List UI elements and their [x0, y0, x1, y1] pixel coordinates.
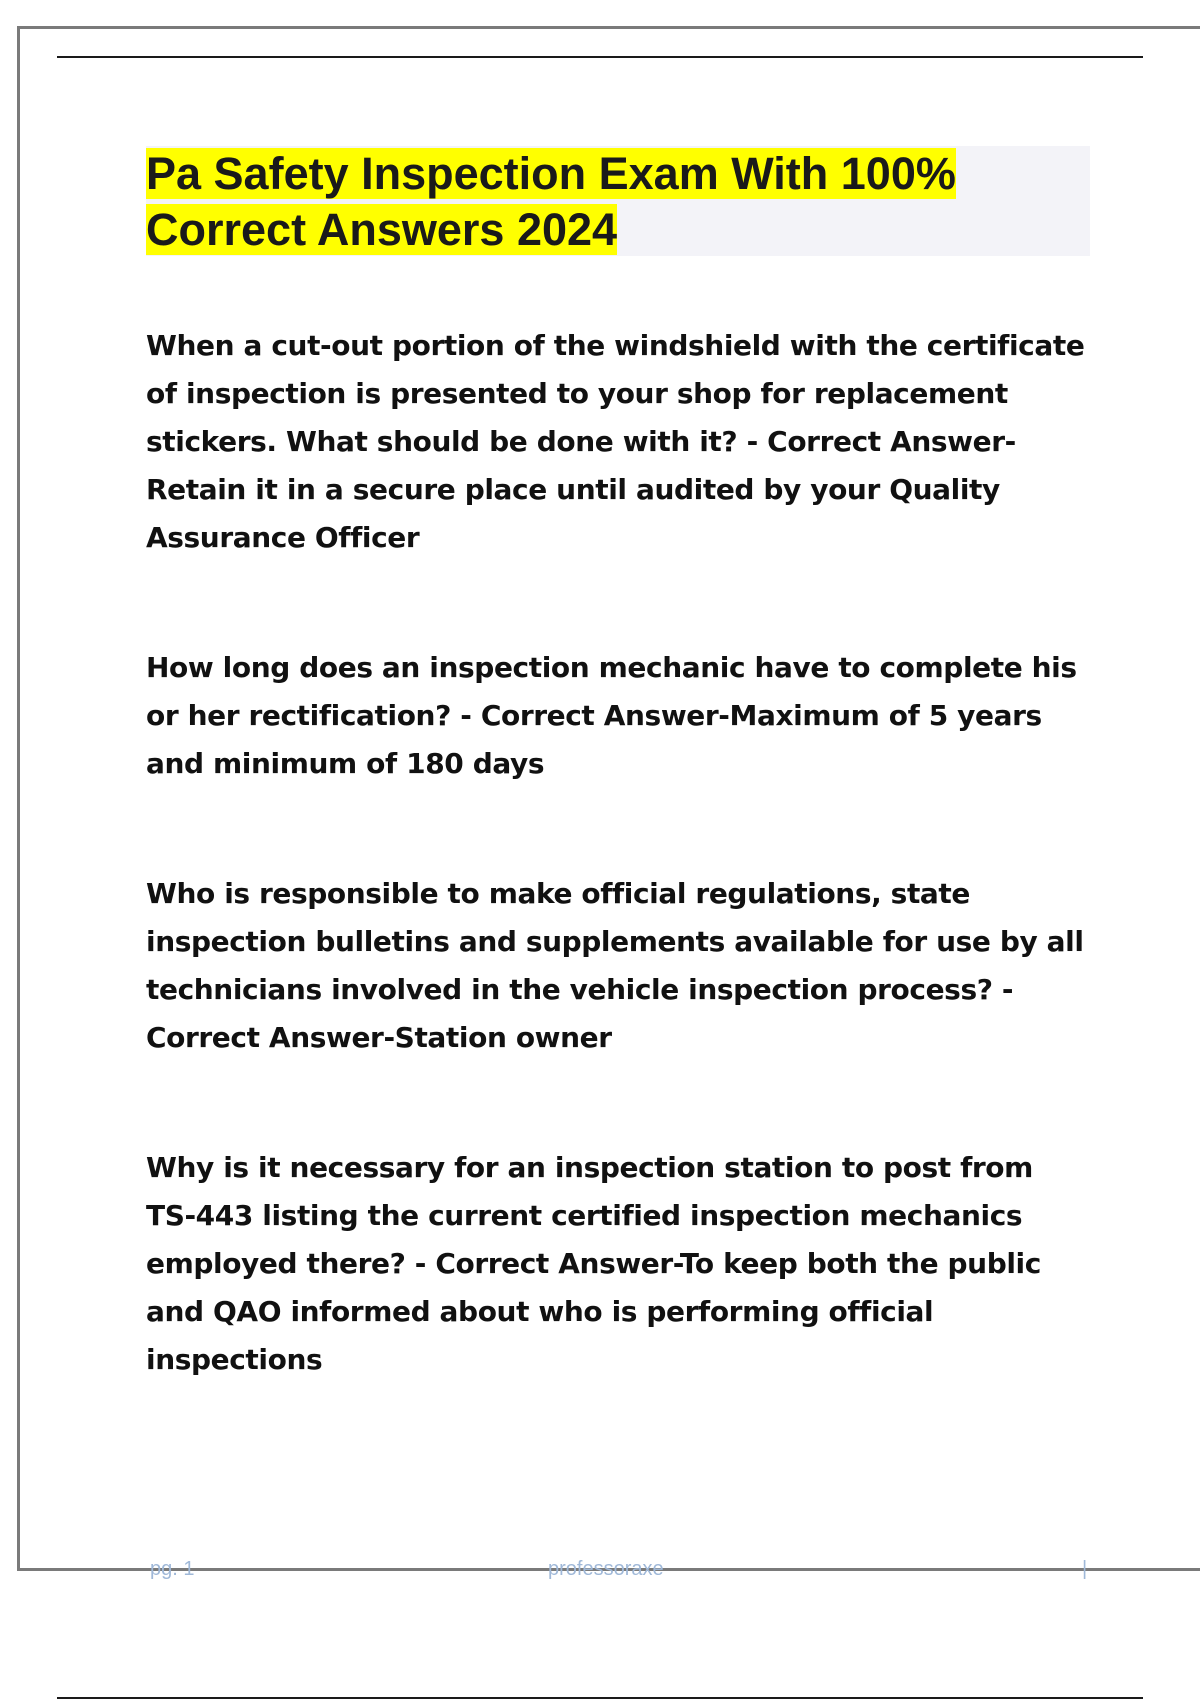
title-block: [146, 146, 1090, 256]
page-title: [146, 146, 1090, 258]
question-answer-item: Why is it necessary for an inspection station to post from TS-443 listing the current certified inspection mechanics employed there? - Correct Answer-To keep both the public and QAO informed about who is performing official inspections: [146, 1151, 1041, 1376]
page-footer: [0, 1558, 1200, 1588]
title-line-1: Pa Safety Inspection Exam With 100%: [146, 148, 956, 199]
footer-rule: [57, 1697, 1143, 1699]
header-rule: [57, 56, 1143, 58]
question-answer-item: How long does an inspection mechanic have to complete his or her rectification? - Correct Answer-Maximum of 5 years and minimum of 180 days: [146, 651, 1077, 780]
document-body: [146, 146, 1090, 1384]
title-line-2: Correct Answers 2024: [146, 204, 618, 255]
page-number: pg. 1: [150, 1558, 195, 1580]
question-answer-item: When a cut-out portion of the windshield with the certificate of inspection is presented to your shop for replacement stickers. What should be done with it? - Correct Answer- Retain it in a secure place until audited by your Quality Assurance Officer: [146, 329, 1085, 554]
question-list: [146, 322, 1090, 1384]
footer-brand: professoraxe: [548, 1558, 664, 1580]
question-answer-item: Who is responsible to make official regulations, state inspection bulletins and supplements available for use by all technicians involved in the vehicle inspection process? - Correct Answer-Station owner: [146, 877, 1084, 1054]
footer-separator: |: [1082, 1558, 1088, 1580]
